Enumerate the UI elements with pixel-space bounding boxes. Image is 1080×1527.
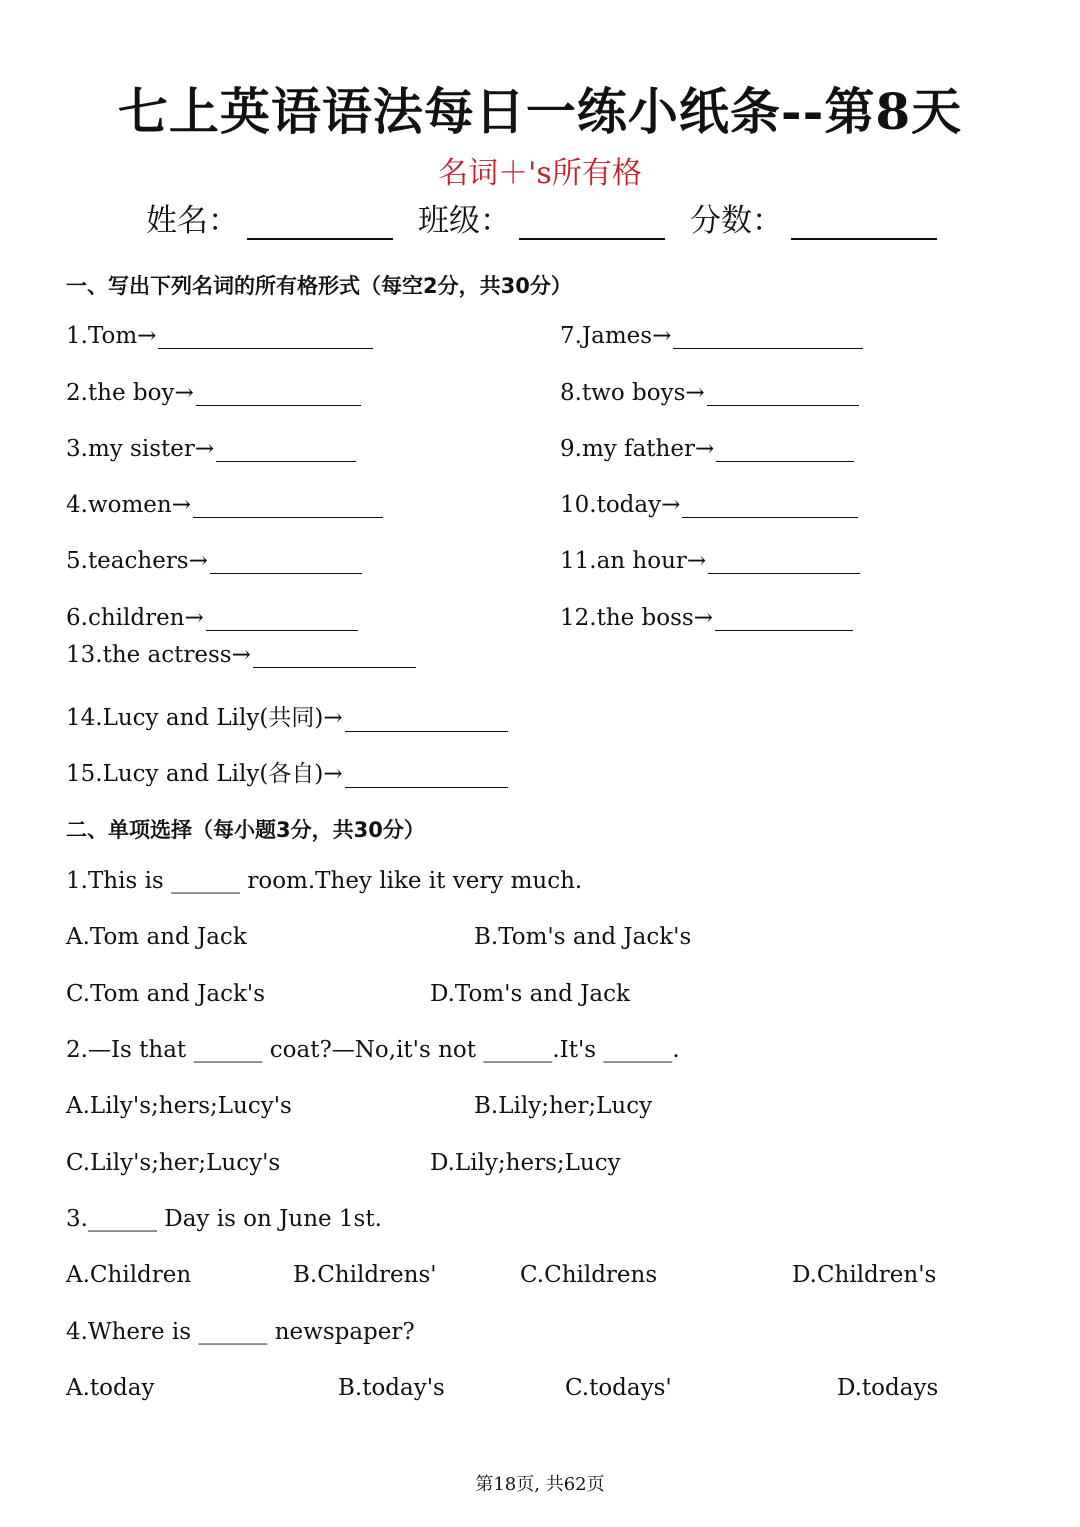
option-b: B.Childrens' bbox=[293, 1262, 437, 1288]
item-text: 12.the boss→ bbox=[560, 605, 714, 631]
answer-blank bbox=[673, 328, 863, 349]
answer-blank bbox=[716, 441, 854, 462]
answer-blank bbox=[206, 610, 358, 631]
option-d: D.Tom's and Jack bbox=[430, 981, 630, 1007]
item-text: 13.the actress→ bbox=[66, 642, 251, 668]
answer-blank bbox=[715, 610, 853, 631]
section2-heading: 二、单项选择（每小题3分，共30分） bbox=[66, 818, 425, 842]
answer-blank bbox=[345, 767, 508, 788]
item-text: 15.Lucy and Lily(各自)→ bbox=[66, 761, 343, 787]
option-d: D.todays bbox=[837, 1375, 939, 1401]
item-text: 2.the boy→ bbox=[66, 380, 194, 406]
answer-blank bbox=[193, 497, 383, 518]
item-text: 1.Tom→ bbox=[66, 323, 157, 349]
name-field bbox=[146, 195, 393, 240]
item-text: 8.two boys→ bbox=[560, 380, 705, 406]
answer-blank bbox=[253, 647, 416, 668]
fill-item bbox=[66, 380, 361, 406]
class-label: 班级： bbox=[418, 203, 511, 239]
option-b: B.Tom's and Jack's bbox=[474, 924, 692, 950]
fill-item bbox=[66, 755, 508, 788]
item-text: 9.my father→ bbox=[560, 436, 715, 462]
option-c: C.Childrens bbox=[520, 1262, 658, 1288]
answer-blank bbox=[707, 385, 859, 406]
option-c: C.todays' bbox=[565, 1375, 672, 1401]
option-a: A.Lily's;hers;Lucy's bbox=[66, 1093, 292, 1119]
name-blank bbox=[247, 208, 393, 240]
item-text: 10.today→ bbox=[560, 492, 681, 518]
answer-blank bbox=[216, 441, 356, 462]
page-subtitle: 名词＋'s所有格 bbox=[438, 156, 642, 191]
fill-item bbox=[66, 605, 358, 631]
answer-blank bbox=[210, 553, 362, 574]
option-c: C.Tom and Jack's bbox=[66, 981, 266, 1007]
fill-item bbox=[560, 323, 863, 349]
option-c: C.Lily's;her;Lucy's bbox=[66, 1150, 281, 1176]
question-stem: 4.Where is ______ newspaper? bbox=[66, 1319, 415, 1345]
option-d: D.Children's bbox=[792, 1262, 937, 1288]
question-stem: 3.______ Day is on June 1st. bbox=[66, 1206, 382, 1232]
item-text: 7.James→ bbox=[560, 323, 672, 349]
class-field bbox=[418, 195, 665, 240]
item-text: 3.my sister→ bbox=[66, 436, 215, 462]
fill-item bbox=[560, 436, 854, 462]
class-blank bbox=[519, 208, 665, 240]
fill-item bbox=[560, 548, 860, 574]
item-text: 11.an hour→ bbox=[560, 548, 707, 574]
fill-item bbox=[560, 380, 859, 406]
option-a: A.Tom and Jack bbox=[66, 924, 247, 950]
item-text: 5.teachers→ bbox=[66, 548, 208, 574]
fill-item bbox=[66, 548, 362, 574]
option-a: A.today bbox=[66, 1375, 155, 1401]
fill-item bbox=[560, 605, 853, 631]
fill-item bbox=[66, 699, 508, 732]
fill-item bbox=[66, 323, 373, 349]
page-title: 七上英语语法每日一练小纸条--第8天 bbox=[117, 82, 963, 141]
score-label: 分数： bbox=[690, 203, 783, 239]
section1-heading: 一、写出下列名词的所有格形式（每空2分，共30分） bbox=[66, 274, 572, 298]
fill-item bbox=[66, 492, 383, 518]
answer-blank bbox=[196, 385, 361, 406]
item-text: 14.Lucy and Lily(共同)→ bbox=[66, 705, 343, 731]
option-a: A.Children bbox=[66, 1262, 192, 1288]
question-stem: 2.—Is that ______ coat?—No,it's not ______.It's ______. bbox=[66, 1037, 680, 1063]
score-field bbox=[690, 195, 937, 240]
item-text: 4.women→ bbox=[66, 492, 191, 518]
answer-blank bbox=[708, 553, 860, 574]
fill-item bbox=[66, 436, 356, 462]
page-number: 第18页, 共62页 bbox=[475, 1474, 605, 1495]
fill-item bbox=[66, 642, 416, 668]
score-blank bbox=[791, 208, 937, 240]
option-b: B.today's bbox=[338, 1375, 445, 1401]
item-text: 6.children→ bbox=[66, 605, 204, 631]
option-d: D.Lily;hers;Lucy bbox=[430, 1150, 621, 1176]
answer-blank bbox=[158, 328, 373, 349]
answer-blank bbox=[345, 711, 508, 732]
name-label: 姓名： bbox=[146, 203, 239, 239]
answer-blank bbox=[682, 497, 858, 518]
fill-item bbox=[560, 492, 858, 518]
question-stem: 1.This is ______ room.They like it very much. bbox=[66, 868, 583, 894]
option-b: B.Lily;her;Lucy bbox=[474, 1093, 653, 1119]
